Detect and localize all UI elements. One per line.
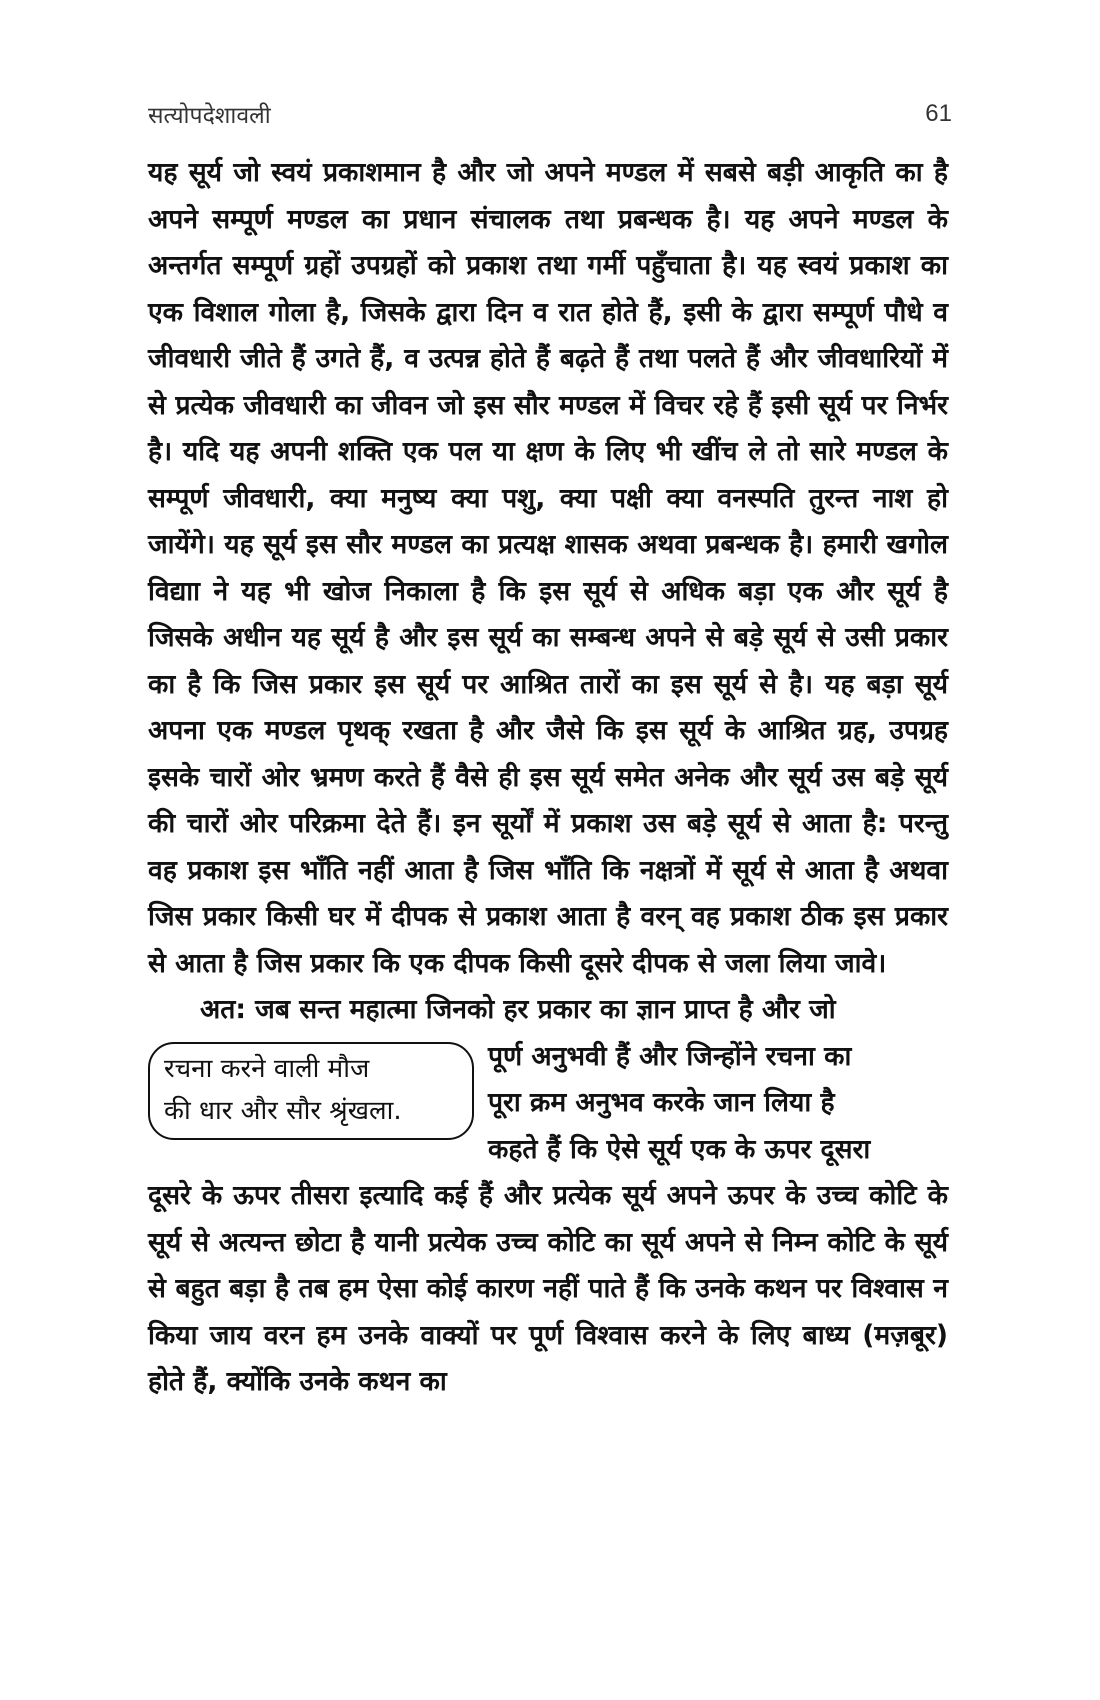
wrapped-line-1: पूर्ण अनुभवी हैं और जिन्होंने रचना का [488, 1040, 852, 1072]
paragraph-2-continued: दूसरे के ऊपर तीसरा इत्यादि कई हैं और प्रत्येक सूर्य अपने ऊपर के उच्च कोटि के सूर्य से अत्यन्त छोटा है यानी प्रत्येक उच्च कोटि का सूर्य अपने से निम्न कोटि के सूर्य से बहुत बड़ा है तब हम ऐसा कोई कारण नहीं पाते हैं कि उनके कथन पर विश्वास न किया जाय वरन हम उनके वाक्यों पर पूर्ण विश्वास करने के लिए बाध्य (मज़बूर) होते हैं, क्योंकि उनके कथन का [148, 1180, 948, 1397]
paragraph-1: यह सूर्य जो स्वयं प्रकाशमान है और जो अपने मण्डल में सबसे बड़ी आकृति का है अपने सम्पूर्ण मण्डल का प्रधान संचालक तथा प्रबन्धक है। यह अपने मण्डल के अन्तर्गत सम्पूर्ण ग्रहों उपग्रहों को प्रकाश तथा गर्मी पहुँचाता है। यह स्वयं प्रकाश का एक विशाल गोला है, जिसके द्वारा दिन व रात होते हैं, इसी के द्वारा सम्पूर्ण पौधे व जीवधारी जीते हैं उगते हैं, व उत्पन्न होते हैं बढ़ते हैं तथा पलते हैं और जीवधारियों में से प्रत्येक जीवधारी का जीवन जो इस सौर मण्डल में विचर रहे हैं इसी सूर्य पर निर्भर है। यदि यह अपनी शक्ति एक पल या क्षण के लिए भी खींच ले तो सारे मण्डल के सम्पूर्ण जीवधारी, क्या मनुष्य क्या पशु, क्या पक्षी क्या वनस्पति तुरन्त नाश हो जायेंगे। यह सूर्य इस सौर मण्डल का प्रत्यक्ष शासक अथवा प्रबन्धक है। हमारी खगोल विद्याा ने यह भी खोज निकाला है कि इस सूर्य से अधिक बड़ा एक और सूर्य है जिसके अधीन यह सूर्य है और इस सूर्य का सम्बन्ध अपने से बड़े सूर्य से उसी प्रकार का है कि जिस प्रकार इस सूर्य पर आश्रित तारों का इस सूर्य से है। यह बड़ा सूर्य अपना एक मण्डल पृथक् रखता है और जैसे कि इस सूर्य के आश्रित ग्रह, उपग्रह इसके चारों ओर भ्रमण करते हैं वैसे ही इस सूर्य समेत अनेक और सूर्य उस बड़े सूर्य की चारों ओर परिक्रमा देते हैं। इन सूर्यों में प्रकाश उस बड़े सूर्य से आता है: परन्तु वह प्रकाश इस भाँति नहीं आता है जिस भाँति कि नक्षत्रों में सूर्य से आता है अथवा जिस प्रकार किसी घर में दीपक से प्रकाश आता है वरन् वह प्रकाश ठीक इस प्रकार से आता है जिस प्रकार कि एक दीपक किसी दूसरे दीपक से जला लिया जावे। [148, 157, 948, 979]
page-number: 61 [925, 100, 952, 127]
margin-note-line-2: की धार और सौर श्रृंखला. [164, 1095, 402, 1126]
body-text [148, 150, 948, 1406]
running-title: सत्योपदेशावली [148, 103, 271, 129]
sidenote-wrap [148, 1034, 948, 1174]
margin-note-line-1: रचना करने वाली मौज [164, 1053, 370, 1084]
paragraph-2-opening: अत: जब सन्त महात्मा जिनको हर प्रकार का ज्ञान प्राप्त है और जो [200, 994, 836, 1025]
margin-note-box [148, 1042, 474, 1140]
running-header [148, 94, 952, 134]
wrapped-line-2: पूरा क्रम अनुभव करके जान लिया है [488, 1087, 835, 1118]
wrapped-line-3: कहते हैं कि ऐसे सूर्य एक के ऊपर दूसरा [488, 1133, 871, 1165]
wrapped-text [488, 1034, 948, 1174]
